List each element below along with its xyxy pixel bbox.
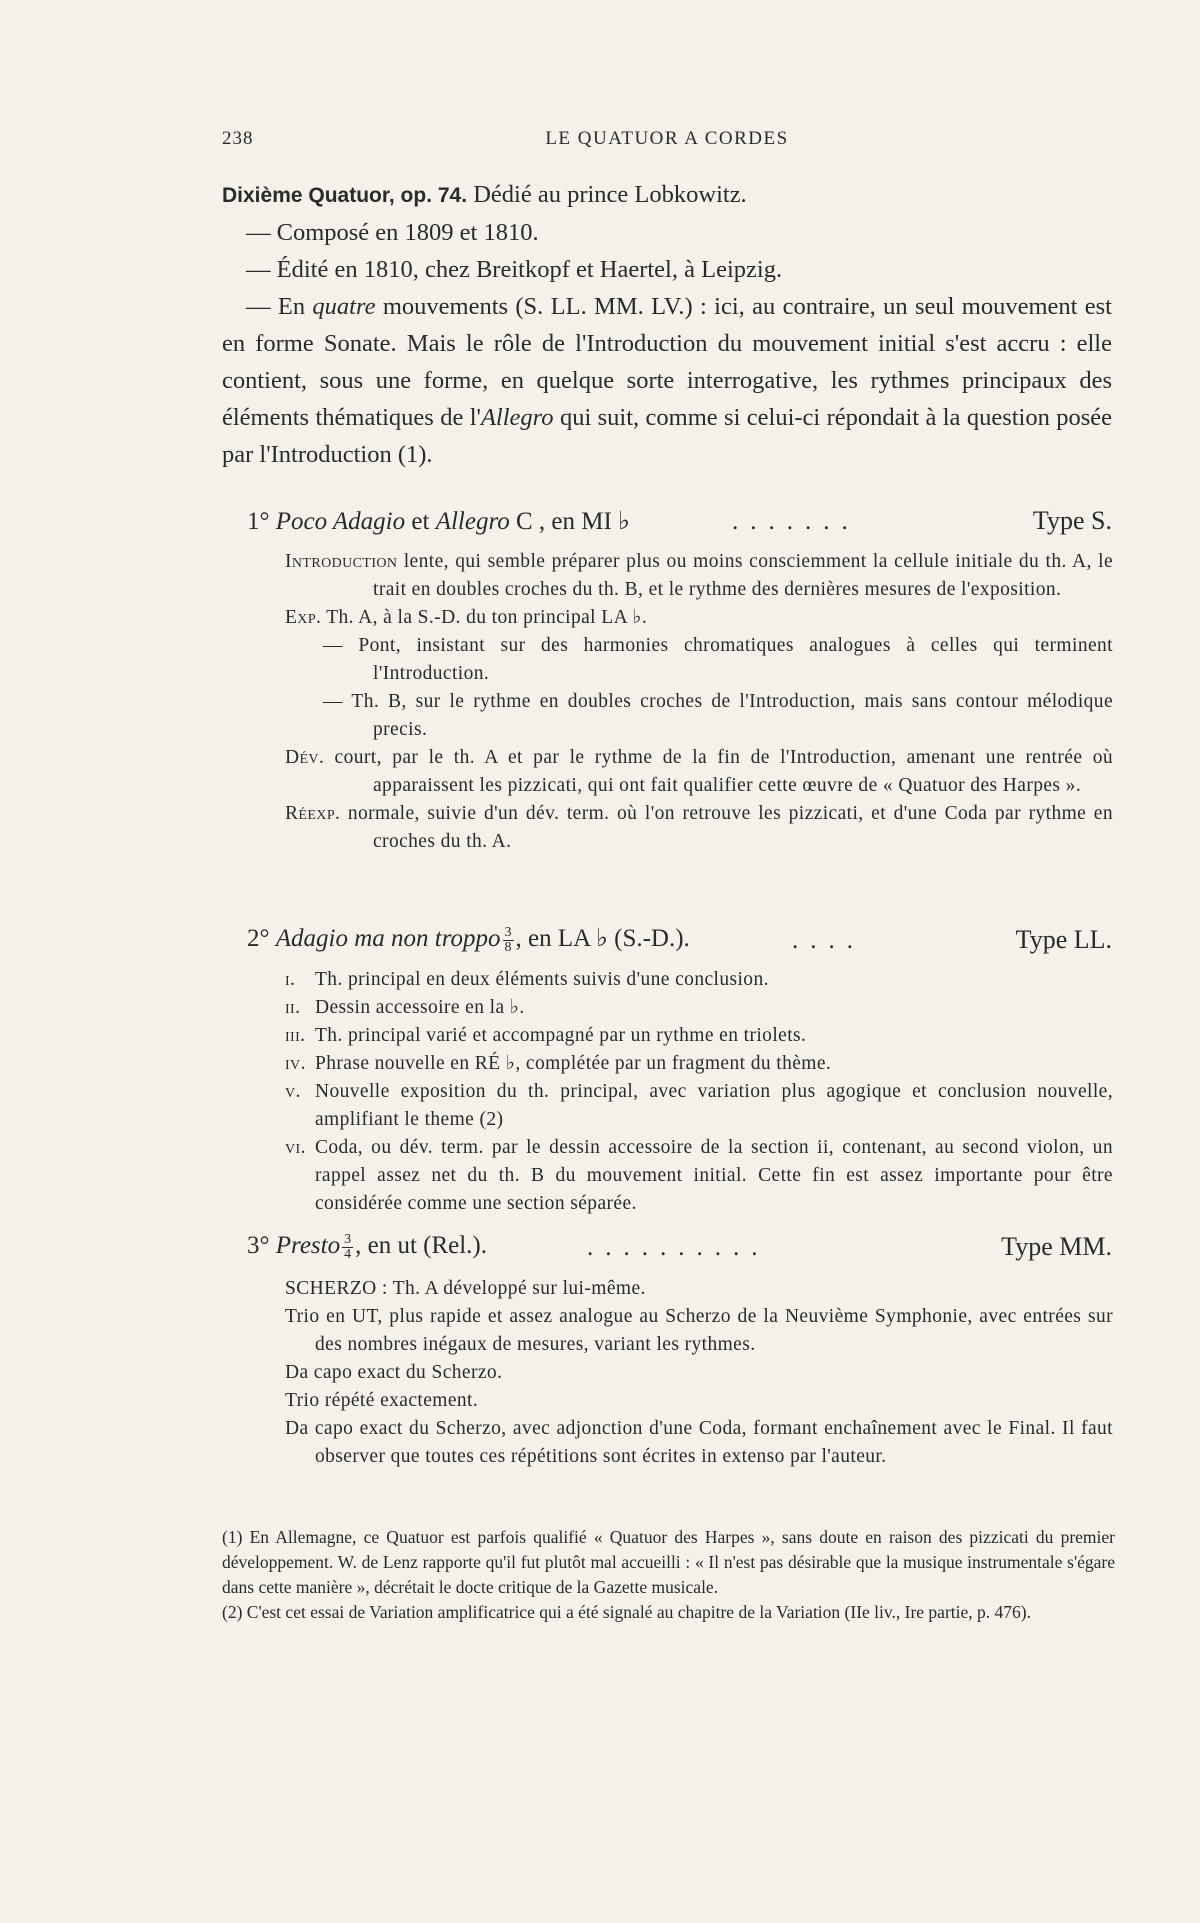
movement-type: Type MM. xyxy=(1001,1232,1112,1261)
composition-date: — Composé en 1809 et 1810. xyxy=(246,219,539,246)
section-item: iii. Th. principal varié et accompagné par un rythme en triolets. xyxy=(285,1025,807,1046)
section-item: vi. Coda, ou dév. term. par le dessin accessoire de la section ii, contenant, au second violon, un rappel assez net du th. B du mouvement initial. Cette fin est assez importante pour être considérée comme une section séparée. xyxy=(285,1137,1113,1214)
section-item: SCHERZO : Th. A développé sur lui-même. xyxy=(285,1278,646,1299)
movement-title: Poco Adagio xyxy=(275,508,406,535)
time-signature: $\frac{3}{8}$ xyxy=(504,925,512,955)
movement-3-sections xyxy=(285,1275,1113,1471)
section-item: Trio répété exactement. xyxy=(285,1390,479,1411)
section-item: Da capo exact du Scherzo, avec adjonction d'une Coda, formant enchaînement avec le Final. Il faut observer que toutes ces répétitions sont écrites in extenso par l'auteur. xyxy=(285,1418,1113,1467)
movement-2-heading: 2° Adagio ma non troppo $\frac{3}{8}$ , en LA ♭ (S.-D.). .... Type LL. xyxy=(247,925,1112,955)
quartet-heading: Dixième Quatuor, op. 74. xyxy=(222,184,468,207)
quartet-introduction xyxy=(222,176,1112,473)
heading-line xyxy=(222,176,1112,214)
movement-2-sections xyxy=(285,966,1113,1218)
movement-title: Adagio ma non troppo xyxy=(275,925,501,953)
movement-type: Type LL. xyxy=(1015,925,1112,954)
analysis-pont: — Pont, insistant sur des harmonies chromatiques analogues à celles qui terminent l'Introduction. xyxy=(323,635,1113,684)
dedication: Dédié au prince Lobkowitz. xyxy=(473,181,747,208)
movement-title: Presto xyxy=(275,1232,341,1260)
movement-1-analysis xyxy=(285,548,1113,856)
analysis-introduction: Introduction lente, qui semble préparer plus ou moins consciemment la cellule initiale du th. A, le trait en doubles croches du th. B, et le rythme des dernières mesures de l'exposition. xyxy=(285,551,1113,600)
section-item: v. Nouvelle exposition du th. principal, avec variation plus agogique et conclusion nouvelle, amplifiant le theme (2) xyxy=(285,1081,1113,1130)
running-title: LE QUATUOR A CORDES xyxy=(545,128,789,149)
form-paragraph: — En quatre mouvements (S. LL. MM. LV.) : ici, au contraire, un seul mouvement est en forme Sonate. Mais le rôle de l'Introduction du mouvement initial s'est accru : elle contient, sous une forme, en quelque sorte interrogative, les rythmes principaux des éléments thématiques de l'Allegro qui suit, comme si celui-ci répondait à la question posée par l'Introduction (1). xyxy=(222,293,1113,468)
publication-info: — Édité en 1810, chez Breitkopf et Haertel, à Leipzig. xyxy=(246,256,783,283)
movement-type: Type S. xyxy=(1032,506,1112,535)
analysis-theme-b: — Th. B, sur le rythme en doubles croches de l'Introduction, mais sans contour mélodique precis. xyxy=(323,691,1113,740)
section-item: Trio en UT, plus rapide et assez analogue au Scherzo de la Neuvième Symphonie, avec entrées sur des nombres inégaux de mesures, variant les rythmes. xyxy=(285,1306,1113,1355)
analysis-exposition: Exp. Th. A, à la S.-D. du ton principal LA ♭. xyxy=(285,607,648,628)
footnotes xyxy=(222,1525,1115,1625)
analysis-reexposition: Réexp. normale, suivie d'un dév. term. où l'on retrouve les pizzicati, et d'une Coda par rythme en croches du th. A. xyxy=(285,803,1113,852)
section-item: Da capo exact du Scherzo. xyxy=(285,1362,503,1383)
analysis-development: Dév. court, par le th. A et par le rythme de la fin de l'Introduction, amenant une rentrée où apparaissent les pizzicati, qui ont fait qualifier cette œuvre de « Quatuor des Harpes ». xyxy=(285,747,1113,796)
section-item: i. Th. principal en deux éléments suivis d'une conclusion. xyxy=(285,969,769,990)
footnote-1: (1) En Allemagne, ce Quatuor est parfois qualifié « Quatuor des Harpes », sans doute en raison des pizzicati du premier développement. W. de Lenz rapporte qu'il fut plutôt mal accueilli : « Il n'est pas désirable que la musique instrumentale s'égare dans cette manière », décrétait le docte critique de la Gazette musicale. xyxy=(222,1527,1115,1597)
time-signature: $\frac{3}{4}$ xyxy=(344,1232,352,1262)
movement-3-heading: 3° Presto $\frac{3}{4}$ , en ut (Rel.). .......... Type MM. xyxy=(247,1232,1112,1262)
section-item: iv. Phrase nouvelle en RÉ ♭, complétée par un fragment du thème. xyxy=(285,1053,832,1074)
movement-1-heading: 1° Poco Adagio et Allegro C , en MI ♭ ....... Type S. xyxy=(247,506,1112,535)
page-header xyxy=(222,128,1112,158)
footnote-2: (2) C'est cet essai de Variation amplificatrice qui a été signalé au chapitre de la Variation (IIe liv., Ire partie, p. 476). xyxy=(222,1602,1031,1622)
section-item: ii. Dessin accessoire en la ♭. xyxy=(285,997,525,1018)
page-number: 238 xyxy=(222,128,254,149)
